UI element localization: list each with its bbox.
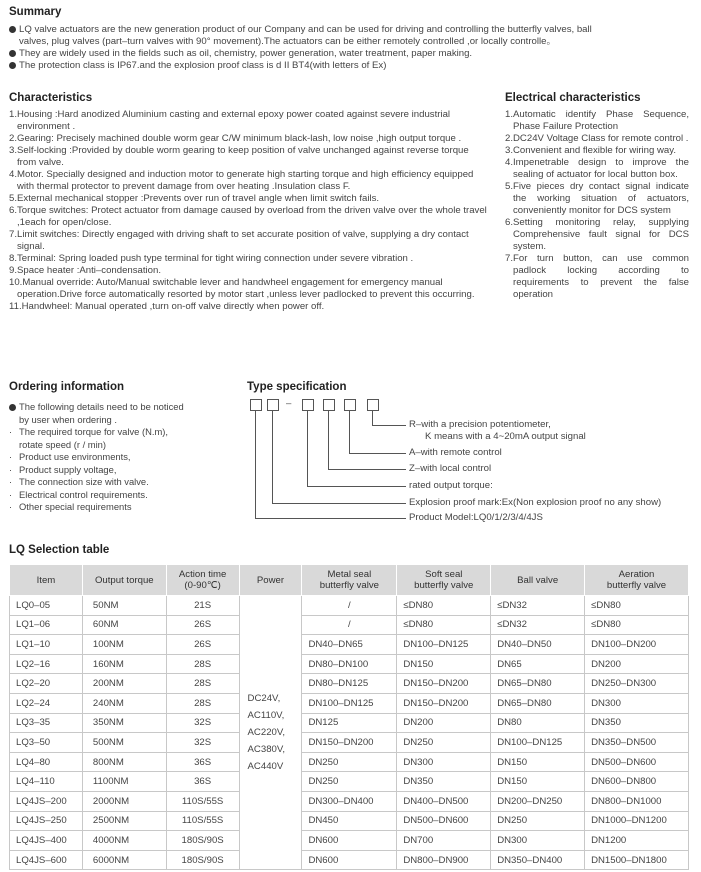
table-cell: LQ4JS–400 [10, 831, 83, 851]
ordering-item: · Other special requirements [9, 501, 132, 512]
table-row [10, 791, 689, 811]
characteristic-item: 6.Torque switches: Protect actuator from damage caused by overload from the driven valve over the whole travel ,1each for open/close. [9, 205, 487, 228]
characteristic-item: 5.External mechanical stopper :Prevents over run of travel angle when limit switch fails. [9, 193, 380, 204]
table-cell: DN1000–DN1200 [585, 811, 689, 831]
connector-line [349, 411, 350, 453]
table-cell: DN200 [585, 654, 689, 674]
table-cell: DN100–DN200 [585, 635, 689, 655]
table-row [10, 733, 689, 753]
table-cell: ≤DN80 [585, 615, 689, 635]
characteristic-item: 2.Gearing: Precisely machined double worm gear C/W minimum black-lash, low noise ,high output torque . [9, 133, 462, 144]
table-cell: 36S [166, 772, 239, 792]
connector-line [272, 503, 406, 504]
bullet-icon [9, 62, 16, 69]
table-row [10, 654, 689, 674]
table-cell: DN400–DN500 [397, 791, 491, 811]
power-value: AC220V, [247, 727, 286, 739]
column-header: Item [10, 565, 83, 596]
table-row [10, 713, 689, 733]
summary-line: The protection class is IP67.and the explosion proof class is d II BT4(with letters of Ex) [19, 60, 387, 71]
bullet-icon [9, 50, 16, 57]
column-header: Action time (0-90℃) [166, 565, 239, 596]
table-cell: 21S [166, 596, 239, 616]
ordering-item: · Electrical control requirements. [9, 488, 148, 500]
dot-icon: · [9, 451, 13, 462]
connector-line [255, 411, 256, 518]
table-cell: LQ2–16 [10, 654, 83, 674]
table-cell: ≤DN80 [397, 596, 491, 616]
table-cell: ≤DN32 [491, 596, 585, 616]
power-cell [239, 596, 302, 870]
table-row [10, 674, 689, 694]
table-cell: DN80 [491, 713, 585, 733]
summary-text [9, 24, 694, 72]
bullet-icon [9, 404, 16, 411]
table-cell: DN150–DN200 [397, 674, 491, 694]
table-cell: DN40–DN50 [491, 635, 585, 655]
connector-line [307, 486, 406, 487]
connector-line [307, 411, 308, 486]
table-cell: ≤DN32 [491, 615, 585, 635]
connector-line [328, 411, 329, 469]
table-cell: DN350–DN400 [491, 850, 585, 870]
characteristic-item: 4.Motor. Specially designed and induction motor to generate high starting torque and high efficiency equipped with thermal protector to prevent damage from over heating .Insulation class F. [9, 169, 474, 192]
table-cell: 2000NM [82, 791, 166, 811]
table-cell: 110S/55S [166, 811, 239, 831]
table-row [10, 615, 689, 635]
table-cell: LQ4–80 [10, 752, 83, 772]
column-header: Soft seal butterfly valve [397, 565, 491, 596]
table-cell: DN200 [397, 713, 491, 733]
table-cell: DN80–DN100 [302, 654, 397, 674]
table-cell: DN200–DN250 [491, 791, 585, 811]
table-cell: DN600 [302, 850, 397, 870]
connector-line [372, 425, 406, 426]
table-cell: / [302, 596, 397, 616]
characteristic-item: 8.Terminal: Spring loaded push type terminal for tight wiring connection under severe vibration . [9, 253, 414, 264]
electrical-item: 3.Convenient and flexible for wiring way. [505, 145, 677, 156]
table-cell: DN65–DN80 [491, 674, 585, 694]
table-cell: DN1500–DN1800 [585, 850, 689, 870]
electrical-list [505, 109, 689, 301]
electrical-item: 1.Automatic identify Phase Sequence, Phase Failure Protection [505, 109, 689, 132]
summary-bullet [9, 24, 694, 36]
table-row [10, 811, 689, 831]
electrical-item: 4.Impenetrable design to improve the sealing of actuator for local button box. [505, 157, 689, 180]
table-cell: DN300–DN400 [302, 791, 397, 811]
table-cell: DN800–DN1000 [585, 791, 689, 811]
table-row [10, 772, 689, 792]
table-row [10, 752, 689, 772]
power-value: AC110V, [247, 710, 285, 722]
table-cell: LQ2–20 [10, 674, 83, 694]
table-cell: 32S [166, 713, 239, 733]
ordering-item: · Product supply voltage, [9, 463, 117, 475]
power-value: AC440V [247, 761, 284, 773]
type-dash: – [286, 398, 292, 409]
table-cell: 28S [166, 693, 239, 713]
ordering-item: · The connection size with valve. [9, 476, 149, 487]
summary-line: LQ valve actuators are the new generation product of our Company and can be used for driving and controlling the butterfly valves, ball [19, 24, 592, 35]
ordering-list [9, 401, 234, 514]
table-cell: DN40–DN65 [302, 635, 397, 655]
ordering-item: by user when ordering . [19, 413, 117, 425]
table-cell: 60NM [82, 615, 166, 635]
table-cell: 28S [166, 674, 239, 694]
connector-line [255, 518, 406, 519]
table-cell: DN700 [397, 831, 491, 851]
characteristics-heading: Characteristics [9, 92, 93, 104]
column-header: Output torque [82, 565, 166, 596]
potentiometer-label: R–with a precision potentiometer, [409, 419, 551, 430]
table-header-row [10, 565, 689, 596]
table-cell: / [302, 615, 397, 635]
table-cell: DN300 [585, 693, 689, 713]
remote-control-box [344, 399, 356, 411]
table-cell: 180S/90S [166, 831, 239, 851]
characteristic-item: 1.Housing :Hard anodized Aluminium casting and external epoxy power coated against severe industrial environment . [9, 109, 451, 132]
dot-icon: · [9, 463, 13, 475]
dot-icon: · [9, 476, 13, 487]
model-label: Product Model:LQ0/1/2/3/4/4JS [409, 512, 543, 523]
local-control-label: Z–with local control [409, 463, 492, 474]
table-cell: DN250–DN300 [585, 674, 689, 694]
table-cell: 26S [166, 615, 239, 635]
table-cell: DN450 [302, 811, 397, 831]
column-header: Aeration butterfly valve [585, 565, 689, 596]
table-cell: DN250 [491, 811, 585, 831]
table-cell: LQ1–06 [10, 615, 83, 635]
table-cell: LQ4–110 [10, 772, 83, 792]
table-cell: DN150 [397, 654, 491, 674]
table-row [10, 831, 689, 851]
ordering-item: The following details need to be noticed [9, 401, 234, 414]
table-cell: DN500–DN600 [397, 811, 491, 831]
table-cell: LQ2–24 [10, 693, 83, 713]
summary-line: valves, plug valves (part–turn valves with 90° movement).The actuators can be either remotely controlled ,or locally controlle。 [19, 36, 557, 47]
table-cell: DN1200 [585, 831, 689, 851]
column-header: Ball valve [491, 565, 585, 596]
table-cell: DN300 [397, 752, 491, 772]
characteristic-item: 9.Space heater :Anti–condensation. [9, 265, 162, 276]
table-cell: 240NM [82, 693, 166, 713]
table-cell: 350NM [82, 713, 166, 733]
table-cell: DN350 [397, 772, 491, 792]
type-spec-heading: Type specification [247, 381, 347, 393]
table-heading: LQ Selection table [9, 544, 110, 556]
table-cell: DN250 [302, 752, 397, 772]
table-cell: DN80–DN125 [302, 674, 397, 694]
signal-label: K means with a 4~20mA output signal [425, 431, 586, 442]
ordering-heading: Ordering information [9, 381, 124, 393]
table-cell: 4000NM [82, 831, 166, 851]
table-cell: DN350 [585, 713, 689, 733]
explosion-box [267, 399, 279, 411]
table-cell: DN150 [491, 752, 585, 772]
table-row [10, 596, 689, 616]
explosion-label: Explosion proof mark:Ex(Non explosion proof no any show) [409, 497, 662, 508]
table-cell: 32S [166, 733, 239, 753]
summary-bullet [9, 60, 694, 72]
torque-box [302, 399, 314, 411]
table-cell: DN65–DN80 [491, 693, 585, 713]
table-row [10, 693, 689, 713]
table-cell: 36S [166, 752, 239, 772]
connector-line [349, 453, 406, 454]
summary-heading: Summary [9, 6, 62, 18]
table-cell: DN600 [302, 831, 397, 851]
selection-table [9, 564, 689, 870]
table-cell: LQ3–50 [10, 733, 83, 753]
characteristic-item: 10.Manual override: Auto/Manual switchable lever and handwheel engagement for emergency manual operation.Drive force automatically resorted by motor start ,unless lever padlocked to prevent this occurring. [9, 277, 475, 300]
table-row [10, 635, 689, 655]
table-cell: 100NM [82, 635, 166, 655]
table-cell: 26S [166, 635, 239, 655]
ordering-item: · Product use environments, [9, 451, 131, 462]
electrical-item: 7.For turn button, can use common padlock locking according to requirements to prevent the false operation [505, 253, 689, 300]
table-cell: 1100NM [82, 772, 166, 792]
electrical-item: 5.Five pieces dry contact signal indicate the working situation of actuators, conveniently monitor for DCS system [505, 181, 689, 216]
table-cell: 180S/90S [166, 850, 239, 870]
electrical-item: 2.DC24V Voltage Class for remote control . [505, 133, 689, 144]
ordering-item: · The required torque for valve (N.m), [9, 426, 169, 437]
electrical-item: 6.Setting monitoring relay, supplying Comprehensive fault signal for DCS system. [505, 217, 689, 252]
connector-line [272, 411, 273, 503]
table-cell: 800NM [82, 752, 166, 772]
column-header: Metal seal butterfly valve [302, 565, 397, 596]
table-cell: DN250 [397, 733, 491, 753]
table-cell: LQ3–35 [10, 713, 83, 733]
table-cell: DN150–DN200 [302, 733, 397, 753]
table-cell: DN800–DN900 [397, 850, 491, 870]
table-cell: DN150–DN200 [397, 693, 491, 713]
characteristic-item: 7.Limit switches: Directly engaged with driving shaft to set accurate position of valve, supplying a dry contact signal. [9, 229, 469, 252]
table-cell: ≤DN80 [585, 596, 689, 616]
column-header: Power [239, 565, 302, 596]
table-cell: LQ4JS–600 [10, 850, 83, 870]
torque-label: rated output torque: [409, 480, 493, 491]
ordering-item: rotate speed (r / min) [19, 438, 107, 450]
characteristic-item: 11.Handwheel: Manual operated ,turn on-off valve directly when power off. [9, 301, 325, 312]
table-cell: DN600–DN800 [585, 772, 689, 792]
table-cell: 28S [166, 654, 239, 674]
table-cell: DN65 [491, 654, 585, 674]
table-cell: 500NM [82, 733, 166, 753]
power-value: DC24V, [247, 693, 281, 705]
table-cell: DN150 [491, 772, 585, 792]
table-cell: DN100–DN125 [302, 693, 397, 713]
table-cell: 160NM [82, 654, 166, 674]
table-cell: 2500NM [82, 811, 166, 831]
potentiometer-box [367, 399, 379, 411]
characteristics-list [9, 109, 489, 313]
table-cell: DN250 [302, 772, 397, 792]
electrical-heading: Electrical characteristics [505, 92, 641, 104]
characteristic-item: 3.Self-locking :Provided by double worm gearing to keep position of valve unchanged against reverse torque from valve. [9, 145, 469, 168]
table-cell: LQ4JS–250 [10, 811, 83, 831]
table-cell: DN125 [302, 713, 397, 733]
table-row [10, 850, 689, 870]
connector-line [372, 411, 373, 425]
table-cell: 110S/55S [166, 791, 239, 811]
table-cell: DN100–DN125 [397, 635, 491, 655]
summary-bullet [9, 48, 694, 60]
remote-control-label: A–with remote control [409, 447, 502, 458]
table-cell: LQ0–05 [10, 596, 83, 616]
table-cell: DN500–DN600 [585, 752, 689, 772]
power-value: AC380V, [247, 744, 286, 756]
bullet-icon [9, 26, 16, 33]
model-box [250, 399, 262, 411]
table-cell: DN300 [491, 831, 585, 851]
dot-icon: · [9, 488, 13, 500]
table-cell: 200NM [82, 674, 166, 694]
table-cell: DN350–DN500 [585, 733, 689, 753]
dot-icon: · [9, 426, 13, 437]
table-cell: LQ1–10 [10, 635, 83, 655]
connector-line [328, 469, 406, 470]
table-cell: 50NM [82, 596, 166, 616]
table-body [10, 596, 689, 870]
dot-icon: · [9, 501, 13, 512]
table-cell: LQ4JS–200 [10, 791, 83, 811]
table-cell: ≤DN80 [397, 615, 491, 635]
table-cell: 6000NM [82, 850, 166, 870]
local-control-box [323, 399, 335, 411]
summary-line: They are widely used in the fields such as oil, chemistry, power generation, water treatment, paper making. [19, 48, 473, 59]
table-cell: DN100–DN125 [491, 733, 585, 753]
